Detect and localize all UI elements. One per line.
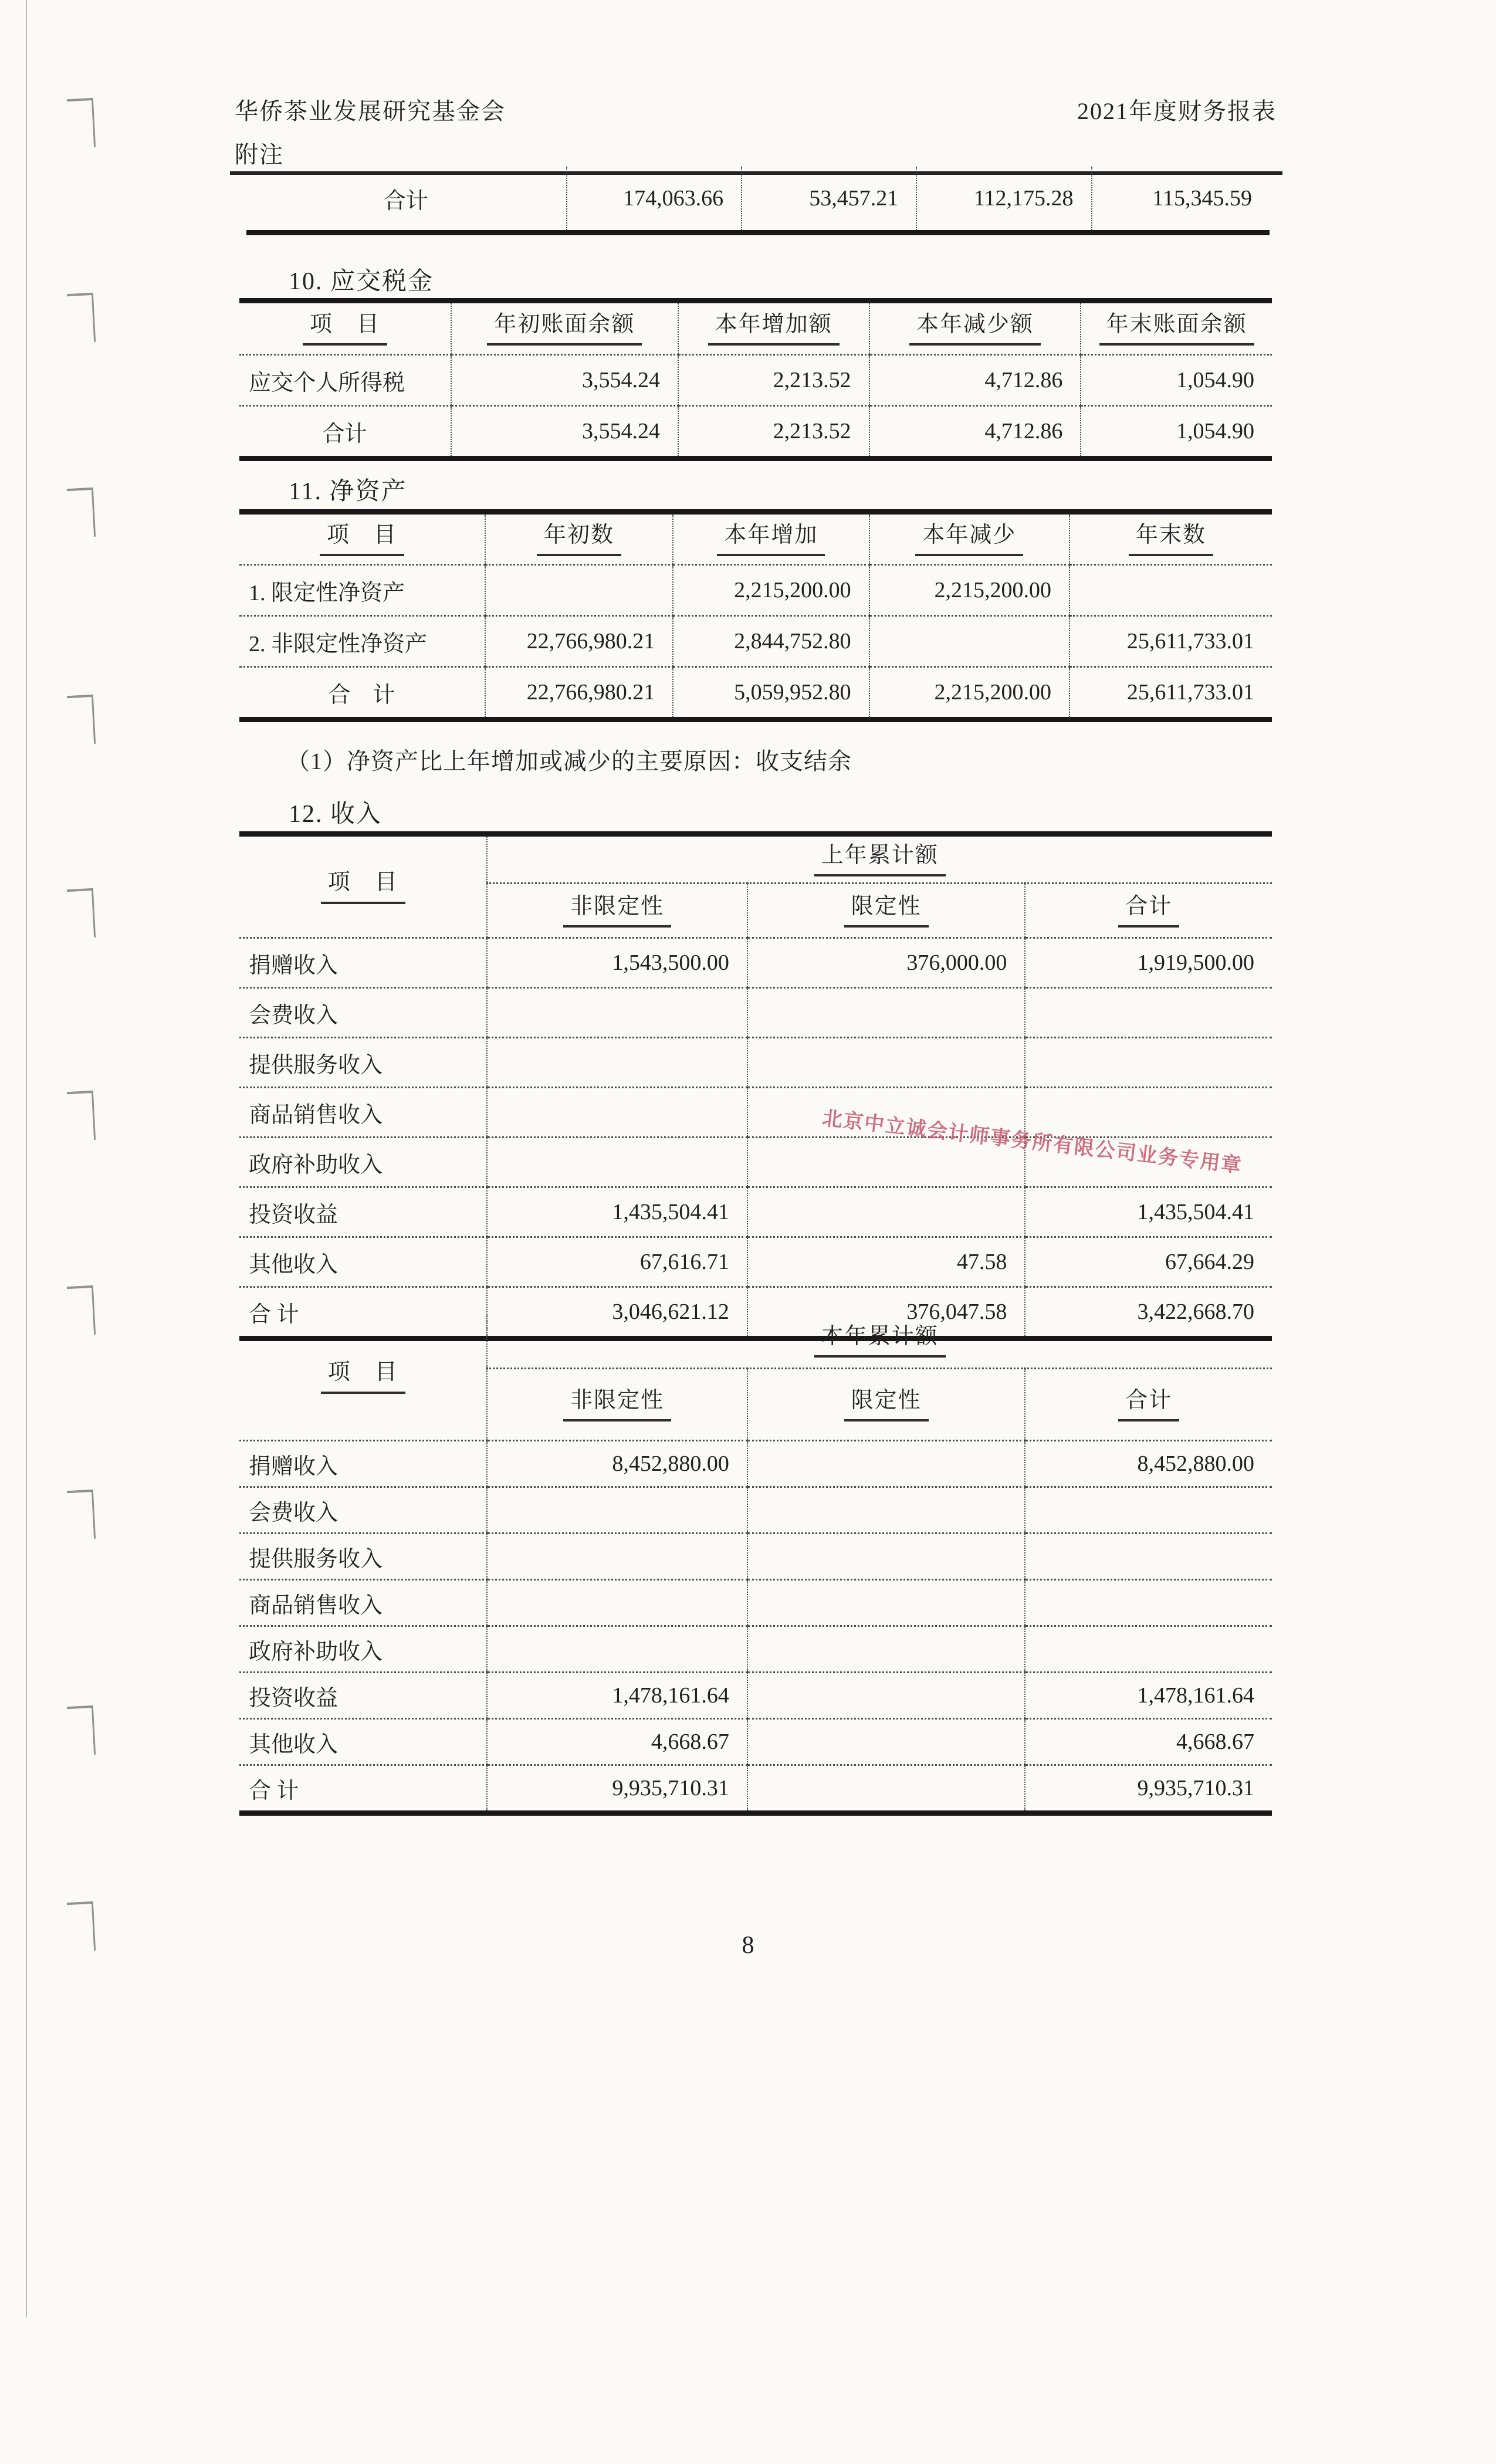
net-assets-change-note: （1）净资产比上年增加或减少的主要原因：收支结余 [286,748,852,774]
value-cell: 376,047.58 [747,1287,1025,1339]
column-header-cell [869,512,1069,565]
binding-mark [67,1091,96,1141]
binding-mark [67,1285,96,1336]
column-header: 项 目 [321,870,405,904]
binding-mark [67,888,96,939]
table-row [239,667,1272,720]
value-cell [487,1038,747,1088]
value-cell: 2,215,200.00 [673,565,869,616]
row-label: 合计 [239,406,451,459]
value-cell [1025,1580,1272,1626]
column-header-cell [1069,512,1272,565]
value-cell: 53,457.21 [742,167,916,233]
value-cell: 22,766,980.21 [485,616,673,667]
value-cell [747,1765,1025,1813]
value-cell: 4,712.86 [869,355,1081,406]
column-header: 本年增加 [717,523,825,557]
column-header: 项 目 [321,1360,405,1394]
row-label: 其他收入 [239,1237,487,1287]
column-header: 本年减少 [915,523,1023,557]
value-cell [747,1187,1025,1237]
table-row [239,616,1272,667]
header-row [239,834,1272,884]
table-row [239,1534,1272,1580]
column-header: 非限定性 [563,894,671,928]
binding-mark [67,1705,96,1756]
row-label: 合 计 [239,1287,487,1339]
value-cell [1069,565,1272,616]
section-12-title: 12. 收入 [289,801,383,828]
value-cell: 9,935,710.31 [487,1765,747,1813]
column-header: 年初数 [537,523,621,557]
column-header: 合计 [1118,894,1179,928]
value-cell: 8,452,880.00 [1025,1441,1272,1487]
value-cell [1025,1626,1272,1673]
binding-mark [67,1490,96,1540]
value-cell: 376,000.00 [747,938,1025,988]
column-header-cell [485,512,673,565]
column-header-cell [239,1314,487,1441]
row-label: 2. 非限定性净资产 [239,616,485,667]
column-header: 本年减少额 [909,312,1041,346]
binding-mark [67,98,96,148]
value-cell: 4,668.67 [487,1719,747,1765]
table-row [239,565,1272,616]
value-cell: 25,611,733.01 [1069,616,1272,667]
row-label: 合 计 [239,1765,487,1813]
binding-mark [67,488,96,538]
value-cell [747,1441,1025,1487]
table-row [239,1765,1272,1813]
column-header: 年末数 [1129,523,1213,557]
header-row [239,512,1272,565]
header-row [239,301,1272,355]
column-header-cell [239,512,485,565]
income-table-prior-year [239,831,1272,1341]
value-cell [487,988,747,1038]
row-label: 1. 限定性净资产 [249,580,405,605]
value-cell [747,988,1025,1038]
value-cell: 115,345.59 [1092,167,1270,233]
value-cell [1025,988,1272,1038]
value-cell [747,1534,1025,1580]
header-row [239,1314,1272,1369]
value-cell [869,616,1069,667]
value-cell [747,1673,1025,1719]
period-header-cell [487,834,1272,884]
column-header-cell [487,1369,747,1441]
column-header-cell [1025,884,1272,938]
net-assets-table [239,509,1272,722]
value-cell: 2,213.52 [678,406,869,459]
value-cell [487,1088,747,1138]
value-cell: 8,452,880.00 [487,1441,747,1487]
column-header-cell [1081,301,1272,355]
row-label: 合 计 [239,667,485,720]
column-header-cell [678,301,869,355]
row-label: 政府补助收入 [239,1138,487,1187]
column-header: 非限定性 [563,1388,671,1422]
value-cell: 1,435,504.41 [1025,1187,1272,1237]
table-row [239,1187,1272,1237]
table-row [239,1038,1272,1088]
row-label: 其他收入 [239,1719,487,1765]
column-header: 年末账面余额 [1099,312,1254,346]
value-cell: 2,213.52 [678,355,869,406]
value-cell [747,1580,1025,1626]
row-label: 会费收入 [239,988,487,1038]
section-11-title: 11. 净资产 [289,478,407,505]
value-cell: 3,046,621.12 [487,1287,747,1339]
table-row [239,1626,1272,1673]
value-cell: 2,215,200.00 [869,565,1069,616]
value-cell: 47.58 [747,1237,1025,1287]
row-label: 商品销售收入 [239,1088,487,1138]
value-cell [747,1626,1025,1673]
value-cell: 1,054.90 [1081,355,1272,406]
value-cell: 1,054.90 [1081,406,1272,459]
value-cell [1025,1038,1272,1088]
table-row [239,1237,1272,1287]
value-cell: 4,712.86 [869,406,1081,459]
value-cell [487,1534,747,1580]
row-label: 捐赠收入 [249,953,339,978]
value-cell: 174,063.66 [567,167,742,233]
notes-label: 附注 [235,141,284,168]
period-header-cell [487,1314,1272,1369]
value-cell [747,1038,1025,1088]
organization-name: 华侨茶业发展研究基金会 [235,98,506,124]
table-row [239,406,1272,459]
value-cell: 3,422,668.70 [1025,1287,1272,1339]
audit-firm-stamp: 北京中立诚会计师事务所有限公司业务专用章 [821,1107,1244,1177]
column-header-cell [239,834,487,938]
column-header-cell [869,301,1081,355]
page-number: 8 [742,1932,754,1959]
value-cell [487,1138,747,1187]
value-cell: 9,935,710.31 [1025,1765,1272,1813]
value-cell: 22,766,980.21 [485,667,673,720]
value-cell: 2,844,752.80 [673,616,869,667]
value-cell: 1,478,161.64 [1025,1673,1272,1719]
carryover-total-table [246,167,1270,235]
value-cell [485,565,673,616]
value-cell: 1,543,500.00 [487,938,747,988]
binding-mark [67,695,96,745]
column-header-cell [673,512,869,565]
row-label: 商品销售收入 [239,1580,487,1626]
value-cell: 67,664.29 [1025,1237,1272,1287]
column-header: 年初账面余额 [487,312,642,346]
column-header: 限定性 [844,1388,929,1422]
value-cell [487,1580,747,1626]
table-row [239,1673,1272,1719]
income-table-current-year [239,1314,1272,1816]
row-label: 合计 [383,188,428,214]
value-cell: 3,554.24 [451,355,678,406]
row-label: 投资收益 [239,1673,487,1719]
value-cell: 1,435,504.41 [487,1187,747,1237]
value-cell: 1,919,500.00 [1025,938,1272,988]
column-header: 限定性 [844,894,929,928]
value-cell [487,1626,747,1673]
table-row [239,1441,1272,1487]
value-cell: 4,668.67 [1025,1719,1272,1765]
binding-mark [67,293,96,343]
column-header-cell [747,884,1025,938]
value-cell: 3,554.24 [451,406,678,459]
report-title: 2021年度财务报表 [1077,98,1277,124]
row-label: 提供服务收入 [239,1038,487,1088]
value-cell [1025,1487,1272,1534]
column-header: 本年增加额 [708,312,840,346]
table-row [239,1088,1272,1138]
column-header-cell [239,301,451,355]
section-10-title: 10. 应交税金 [289,268,434,295]
row-label: 提供服务收入 [239,1534,487,1580]
row-label: 投资收益 [239,1187,487,1237]
column-header: 合计 [1118,1388,1179,1422]
value-cell [1025,1534,1272,1580]
value-cell: 67,616.71 [487,1237,747,1287]
row-label: 会费收入 [239,1487,487,1534]
column-header-cell [1025,1369,1272,1441]
table-row [239,988,1272,1038]
row-label: 政府补助收入 [239,1626,487,1673]
value-cell [747,1487,1025,1534]
table-row [239,355,1272,406]
table-row [239,1580,1272,1626]
table-row [246,167,1270,233]
value-cell [487,1487,747,1534]
value-cell [747,1719,1025,1765]
column-header-cell [747,1369,1025,1441]
tax-payable-table [239,298,1272,461]
value-cell: 5,059,952.80 [673,667,869,720]
column-header-cell [451,301,678,355]
row-label: 应交个人所得税 [249,370,405,395]
period-header: 本年累计额 [814,1324,946,1358]
period-header: 上年累计额 [814,843,946,877]
column-header: 项 目 [303,312,387,346]
table-row [239,1719,1272,1765]
value-cell: 112,175.28 [916,167,1091,233]
column-header-cell [487,884,747,938]
table-row [239,1487,1272,1534]
value-cell: 25,611,733.01 [1069,667,1272,720]
value-cell: 2,215,200.00 [869,667,1069,720]
row-label: 捐赠收入 [249,1454,339,1479]
table-row [239,938,1272,988]
value-cell: 1,478,161.64 [487,1673,747,1719]
scan-edge-line [26,0,27,2317]
column-header: 项 目 [320,523,404,557]
